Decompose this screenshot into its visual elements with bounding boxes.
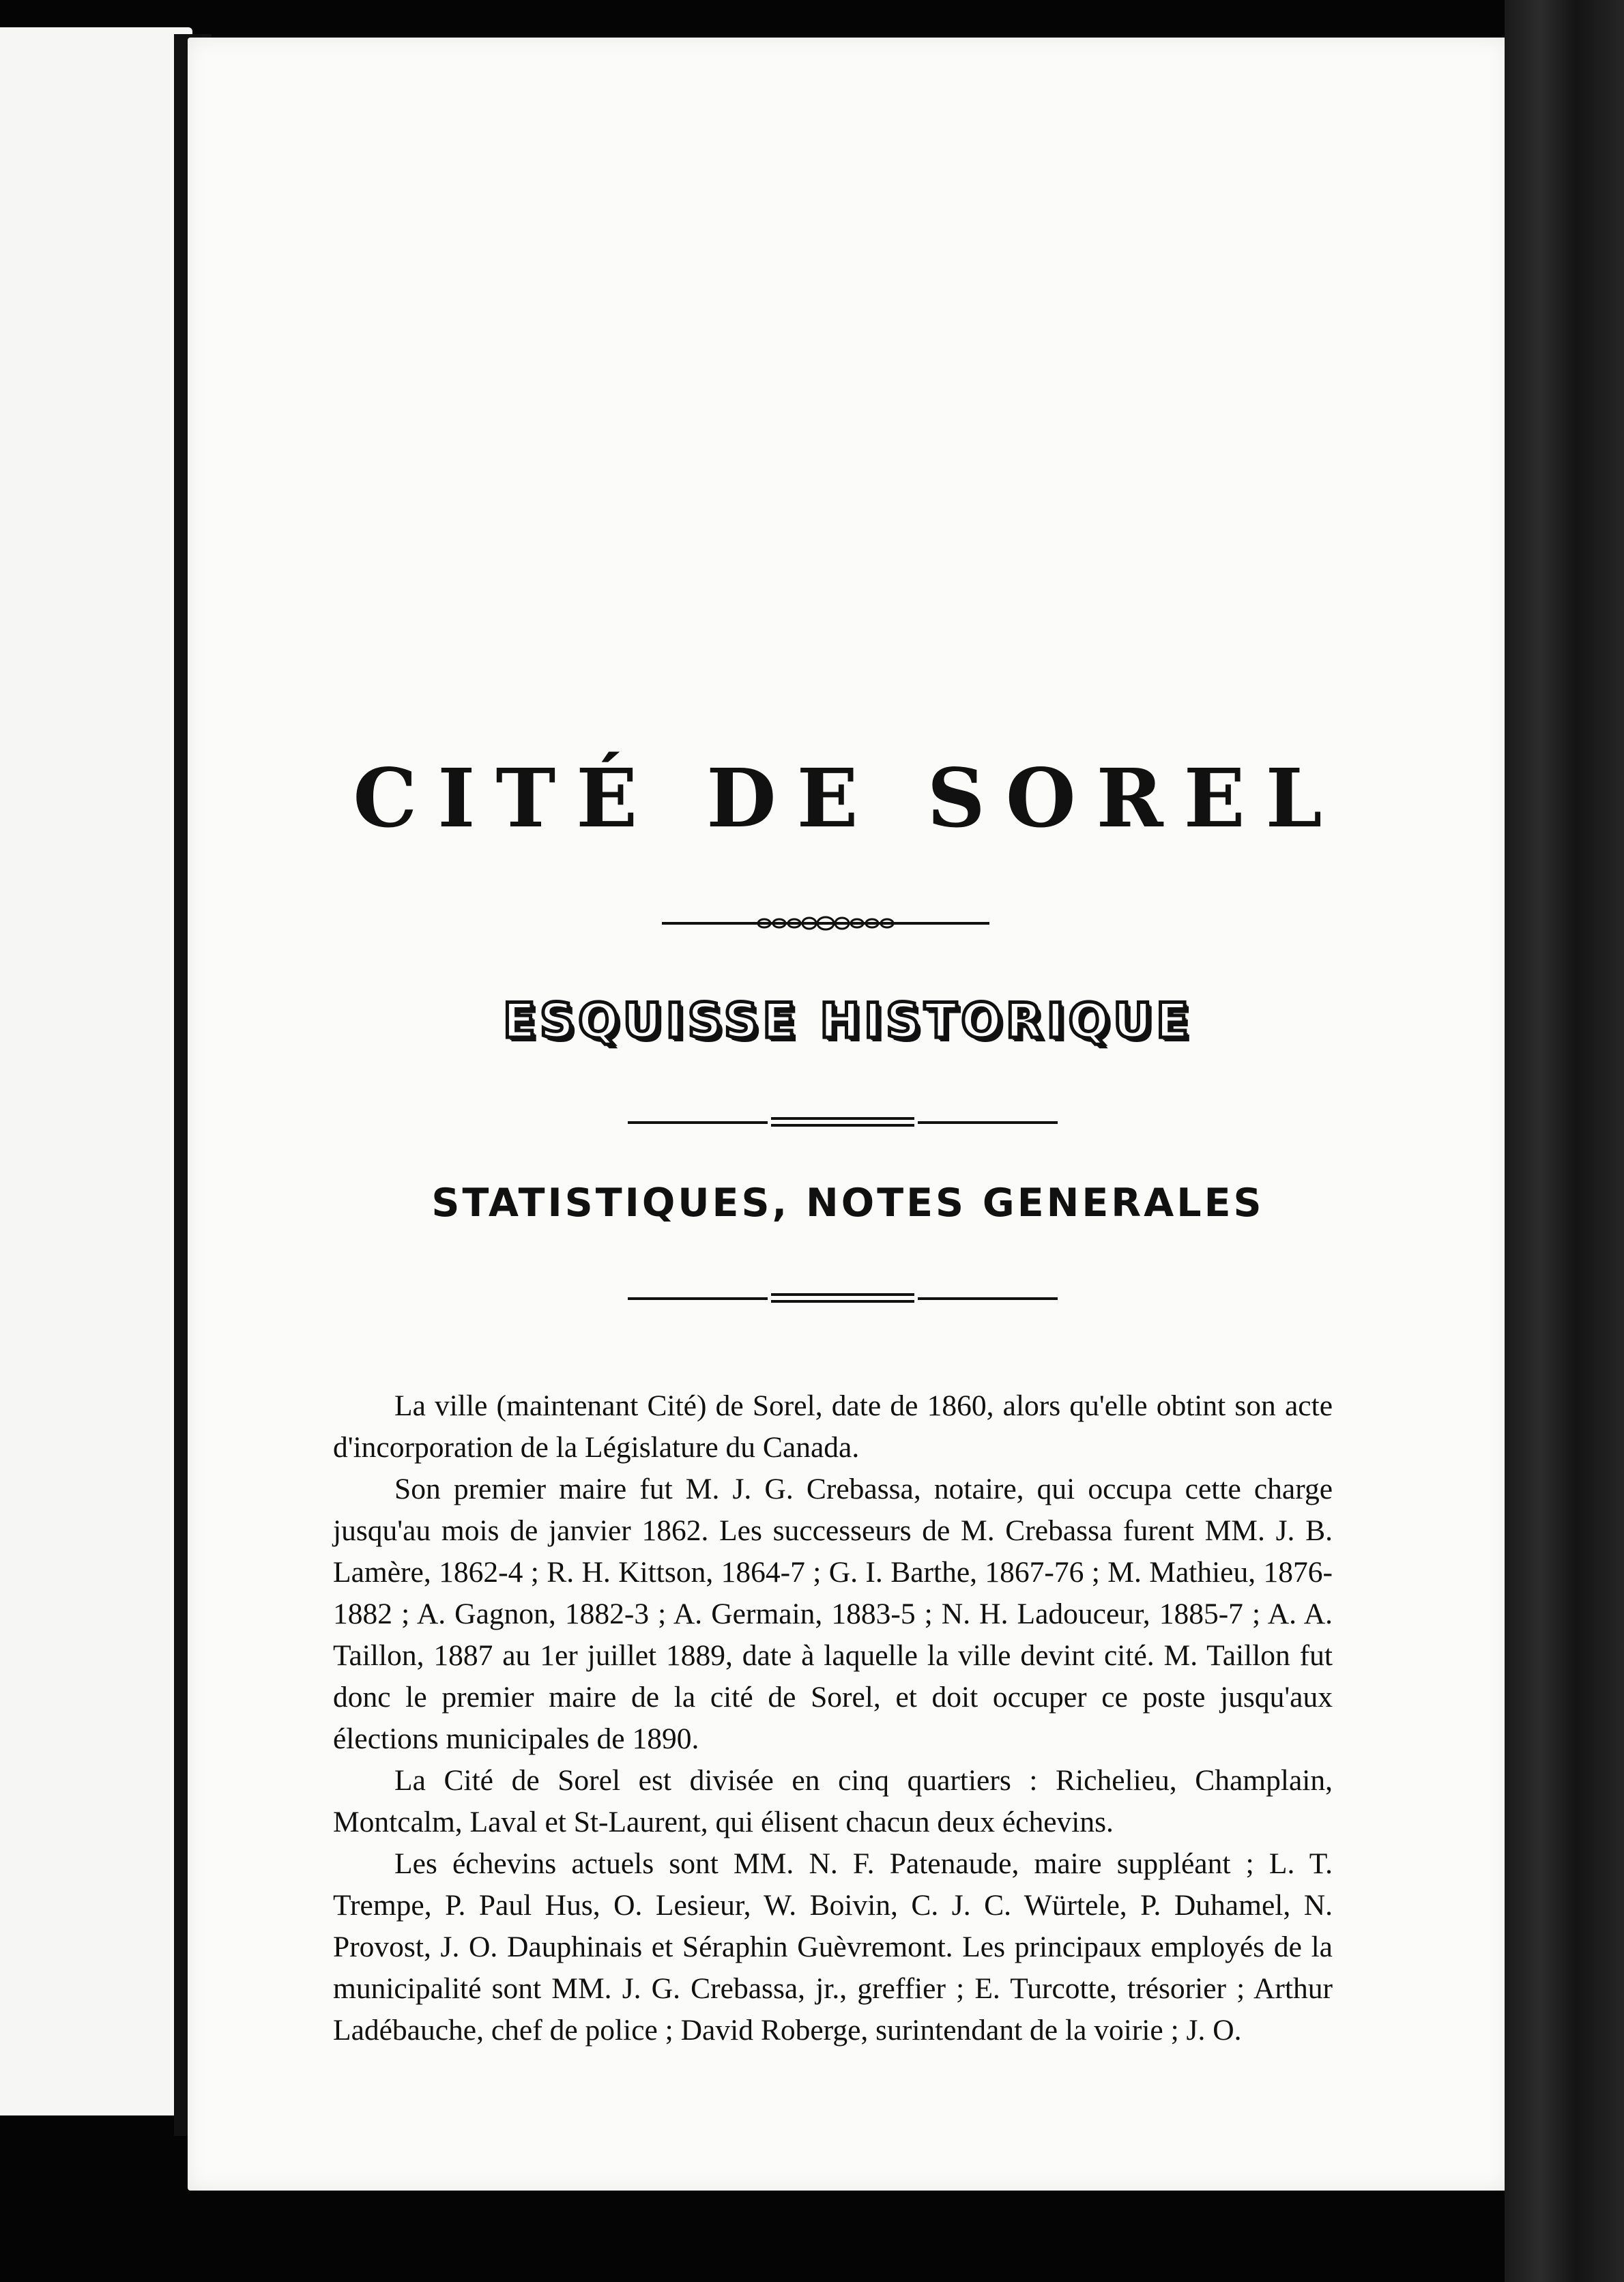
rule-divider-lower (628, 1292, 1058, 1305)
paragraph: La Cité de Sorel est divisée en cinq quartiers : Richelieu, Champlain, Montcalm, Laval et St-Laurent, qui élisent chacun deux échevins. (333, 1764, 1333, 1838)
book-binding-edge (1505, 0, 1624, 2282)
paragraph: La ville (maintenant Cité) de Sorel, date de 1860, alors qu'elle obtint son acte d'incorporation de la Législature du Canada. (333, 1389, 1333, 1464)
page-subtitle: ESQUISSE HISTORIQUE (503, 993, 1193, 1049)
ornament-divider (662, 913, 989, 934)
subtitle-banner (188, 993, 1508, 1049)
paragraph: Son premier maire fut M. J. G. Crebassa, notaire, qui occupa cette charge jusqu'au mois de janvier 1862. Les successeurs de M. Crebassa furent MM. J. B. Lamère, 1862-4 ; R. H. Kittson, 1864-7 ; G. I. Barthe, 1867-76 ; M. Mathieu, 1876-1882 ; A. Gagnon, 1882-3 ; A. Germain, 1883-5 ; N. H. Ladouceur, 1885-7 ; A. A. Taillon, 1887 au 1er juillet 1889, date à laquelle la ville devint cité. M. Taillon fut donc le premier maire de la cité de Sorel, et doit occuper ce poste jusqu'aux élections municipales de 1890. (333, 1473, 1333, 1755)
paragraph: Les échevins actuels sont MM. N. F. Patenaude, maire suppléant ; L. T. Trempe, P. Paul Hus, O. Lesieur, W. Boivin, C. J. C. Würtele, P. Duhamel, N. Provost, J. O. Dauphinais et Séraphin Guèvremont. Les principaux employés de la municipalité sont MM. J. G. Crebassa, jr., greffier ; E. Turcotte, trésorier ; Arthur Ladébauche, chef de police ; David Roberge, surintendant de la voirie ; J. O. (333, 1847, 1333, 2047)
facing-page-edge (0, 27, 192, 2115)
body-text (333, 1385, 1333, 2051)
page-title: CITÉ DE SOREL (353, 751, 1343, 846)
rule-divider-upper (628, 1116, 1058, 1129)
section-heading: STATISTIQUES, NOTES GENERALES (431, 1181, 1264, 1226)
